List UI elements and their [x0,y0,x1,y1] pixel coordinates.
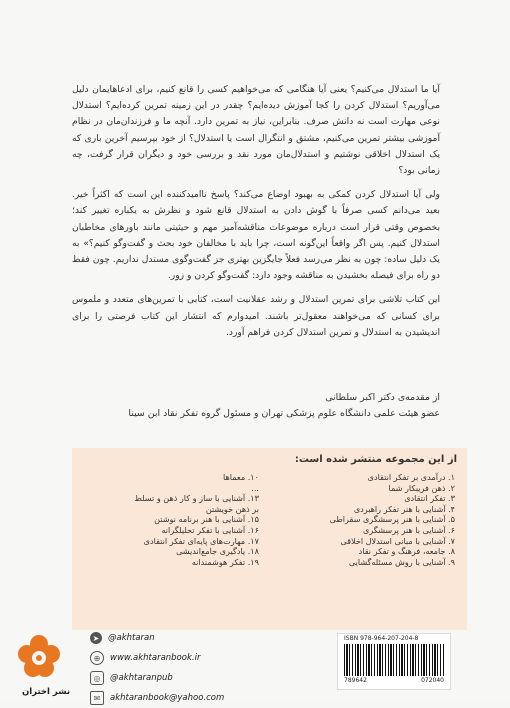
publisher-logo [10,630,71,697]
series-item: ۱۸. یادگیری جامع‌اندیشی [176,546,259,557]
series-item: ۲. ذهن فریبکار شما [388,482,455,493]
series-item: ۱۷. مهارت‌های پایه‌ای تفکر انتقادی [143,535,259,546]
isbn-barcode [337,633,451,690]
publisher-logo-mark [10,630,68,686]
series-item: ۱۳. آشنایی با ساز و کار ذهن و تسلط [134,493,259,504]
series-item: ۷. آشنایی با مبانی استدلال اخلاقی [340,535,455,546]
series-title: از این مجموعه منتشر شده است: [294,454,457,465]
contact-text: @akhtaran [108,633,155,643]
contact-text: www.akhtaranbook.ir [110,653,201,663]
blurb-paragraph: ولی آیا استدلال کردن کمکی به بهبود اوضاع می‌کند؟ پاسخ ناامیدکننده این است که اکثراً خیر. بعید می‌دانم کسی صرفاً با گوش دادن به استدلال قانع شود و نظرش به یکباره تغییر کند؛ بخصوص وقتی قرار است درباره موضوعات مناقشه‌آمیز مهم و حیثیتی مانند باورهای مخاطبان استدلال کنیم. پس اگر واقعاً این‌گونه است، چرا باید با مخالفان خود بحث و گفت‌وگو کنیم؟» به یک دلیل ساده: چون به نظر می‌رسد فعلاً جایگزین بهتری جز گفت‌وگوی مستدل نداریم. چون فقط دو راه برای فیصله بخشیدن به مناقشه وجود دارد: گفت‌وگو کردن و زور. [72,189,440,282]
email-icon: ✉ [90,691,104,705]
quote-source: از مقدمه‌ی دکتر اکبر سلطانی [325,392,440,403]
contact-text: akhtaranbook@yahoo.com [110,693,225,703]
series-item: ۱۹. تفکر هوشمندانه [191,556,259,567]
series-item: ... [251,482,259,493]
isbn-text: ISBN 978-964-207-204-8 [344,635,419,642]
series-column-right [265,472,455,567]
publisher-contacts [90,628,224,708]
series-item: ۶. آشنایی با هنر پرسشگری [362,524,455,535]
contact-email[interactable] [90,688,224,708]
barcode-digits-left: 789642 [344,677,367,684]
series-item: ۳. تفکر انتقادی [404,493,455,504]
quote-attribution [72,390,440,422]
contact-website[interactable] [90,648,224,668]
series-item: ۹. آشنایی با روش مسئله‌گشایی [348,556,455,567]
series-item: ۸. جامعه، فرهنگ و تفکر نقاد [358,546,455,557]
series-item: ۵. آشنایی با هنر پرسشگری سقراطی [329,514,455,525]
web-icon: ⊕ [90,651,104,665]
barcode-bars [344,644,444,676]
contact-telegram[interactable] [90,628,224,648]
series-item: ۴. آشنایی با هنر تفکر راهبردی [353,503,455,514]
footer [0,628,510,703]
quote-author-affiliation: عضو هیئت علمی دانشگاه علوم پزشکی تهران و مسئول گروه تفکر نقاد ابن سینا [128,408,440,419]
series-list-box [72,448,467,630]
blurb-text [72,82,440,349]
instagram-icon: ◎ [90,671,104,685]
series-item: ۱۰. معماها [223,472,259,482]
series-item: بر ذهن خویشتن [205,503,259,514]
barcode-digits-right: 072040 [421,677,444,684]
series-item: ۱۶. آشنایی با تفکر تحلیلگرانه [161,524,259,535]
blurb-paragraph: این کتاب تلاشی برای تمرین استدلال و رشد عقلانیت است، کتابی با تمرین‌های متعدد و ملموس برای کسانی که می‌خواهند معقول‌تر باشند. امیدوارم که انتشار این کتاب فرصتی را برای اندیشیدن به استدلال و تمرین استدلال کردن فراهم آورد. [72,294,440,338]
contact-instagram[interactable] [90,668,224,688]
publisher-name: نشر اختران [22,687,71,697]
blurb-paragraph: آیا ما استدلال می‌کنیم؟ یعنی آیا هنگامی که می‌خواهیم کسی را قانع کنیم، برای ادعاهایمان دلیل می‌آوریم؟ استدلال کردن را کجا آموزش دیده‌ایم؟ چقدر در این زمینه تمرین کرده‌ایم؟ استدلال نوعی مهارت است نه دانش صرف. بنابراین، نیاز به تمرین دارد. آنچه ما و فرزندان‌مان در نظام آموزشی بیشتر تمرین می‌کنیم، مشتق و انتگرال است یا استدلال؟ از خود بپرسیم آخرین باری که یک استدلال اخلاقی نوشتیم و استدلال‌مان مورد نقد و بررسی خود و دیگران قرار گرفت، چه زمانی بود؟ [72,84,440,177]
contact-text: @akhtaranpub [110,673,173,683]
telegram-icon: ➤ [90,632,102,644]
series-column-left [79,472,259,567]
series-item: ۱۵. آشنایی با هنر برنامه نوشتن [154,514,259,525]
series-item: ۱. درآمدی بر تفکر انتقادی [367,472,455,482]
